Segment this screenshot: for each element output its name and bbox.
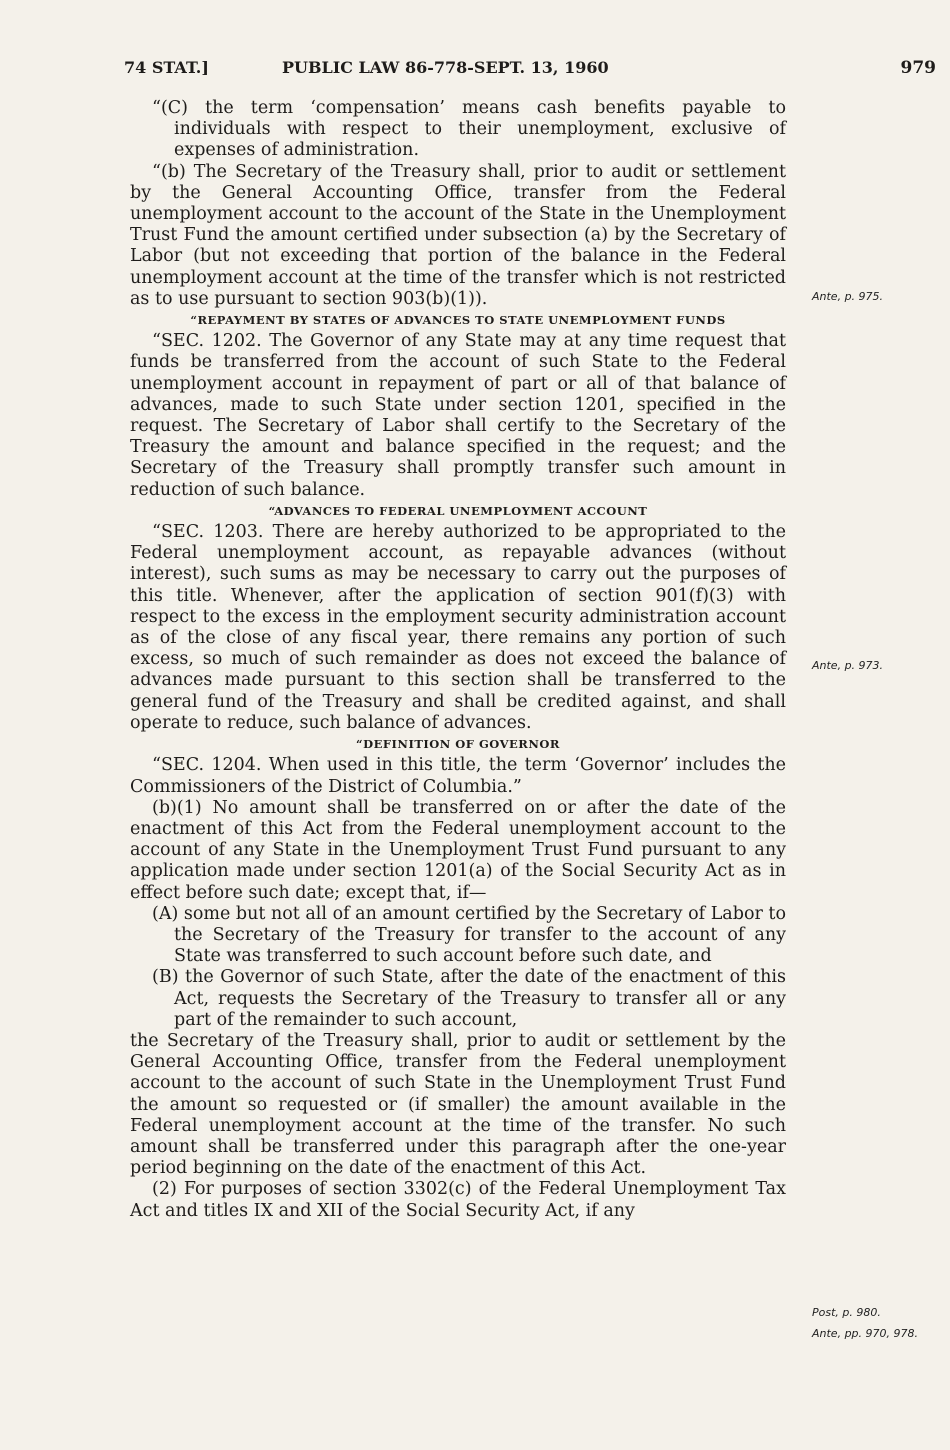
- paragraph-sec-1202: “SEC. 1202. The Governor of any State may at any time request that funds be transferred from the account of such State to the Federal unemployment account in repayment of part or all of that balance of advances, made to such State under section 1201, specified in the request. The Secretary of Labor shall certify to the Secretary of the Treasury the amount and balance specified in the request; and the Secretary of the Treasury shall promptly transfer such amount in reduction of such balance.: [130, 331, 786, 500]
- paragraph-b-1: (b)(1) No amount shall be transferred on or after the date of the enactment of this Act from the Federal unemployment account to the account of any State in the Unemployment Trust Fund pursuant to any application made under section 1201(a) of the Social Security Act as in effect before such date; except that, if—: [130, 797, 786, 903]
- paragraph-transfer-provision: the Secretary of the Treasury shall, prior to audit or settlement by the General Accounting Office, transfer from the Federal unemployment account to the account of such State in the Unemployment Trust Fund the amount so requested or (if smaller) the amount available in the Federal unemployment account at the time of the transfer. No such amount shall be transferred under this paragraph after the one-year period beginning on the date of the enactment of this Act.: [130, 1030, 786, 1179]
- section-heading-advances: “ADVANCES TO FEDERAL UNEMPLOYMENT ACCOUNT: [268, 503, 648, 518]
- paragraph-compensation-definition: “(C) the term ‘compensation’ means cash benefits payable to individuals with respect to their unemployment, exclusive of expenses of administration.: [152, 98, 786, 161]
- paragraph-clause-b: (B) the Governor of such State, after the date of the enactment of this Act, requests the Secretary of the Treasury to transfer all or any part of the remainder to such account,: [152, 967, 786, 1030]
- paragraph-sec-1203: “SEC. 1203. There are hereby authorized to be appropriated to the Federal unemployment account, as repayable advances (without interest), such sums as may be necessary to carry out the purposes of this title. Whenever, after the application of section 901(f)(3) with respect to the excess in the employment security administration account as of the close of any fiscal year, there remains any portion of such excess, so much of such remainder as does not exceed the balance of advances made pursuant to this section shall be transferred to the general fund of the Treasury and shall be credited against, and shall operate to reduce, such balance of advances.: [130, 522, 786, 733]
- margin-note-ante-973: Ante, p. 973.: [812, 659, 884, 672]
- paragraph-clause-a: (A) some but not all of an amount certified by the Secretary of Labor to the Secretary of the Treasury for transfer to the account of any State was transferred to such account before such date, and: [152, 903, 786, 967]
- paragraph-sec-1204: “SEC. 1204. When used in this title, the term ‘Governor’ includes the Commissioners of the District of Columbia.”: [130, 755, 786, 797]
- section-heading-repayment: “REPAYMENT BY STATES OF ADVANCES TO STATE UNEMPLOYMENT FUNDS: [190, 313, 726, 328]
- paragraph-b-2: (2) For purposes of section 3302(c) of the Federal Unemployment Tax Act and titles IX and XII of the Social Security Act, if any: [130, 1179, 786, 1221]
- running-header: [124, 58, 936, 84]
- margin-note-post-980: Post, p. 980.: [812, 1306, 881, 1319]
- paragraph-subsection-b: “(b) The Secretary of the Treasury shall, prior to audit or settlement by the General Accounting Office, transfer from the Federal unemployment account to the account of the State in the Unemployment Trust Fund the amount certified under subsection (a) by the Secretary of Labor (but not exceeding that portion of the balance in the Federal unemployment account at the time of the transfer which is not restricted as to use pursuant to section 903(b)(1)).: [130, 161, 786, 309]
- margin-note-ante-975: Ante, p. 975.: [812, 290, 884, 303]
- body-text: [130, 98, 786, 1222]
- section-heading-governor: “DEFINITION OF GOVERNOR: [356, 737, 560, 752]
- margin-note-ante-970-978: Ante, pp. 970, 978.: [812, 1327, 919, 1340]
- page-number: 979: [900, 58, 936, 78]
- law-title: PUBLIC LAW 86-778-SEPT. 13, 1960: [282, 58, 609, 77]
- volume-reference: 74 STAT.]: [124, 58, 209, 77]
